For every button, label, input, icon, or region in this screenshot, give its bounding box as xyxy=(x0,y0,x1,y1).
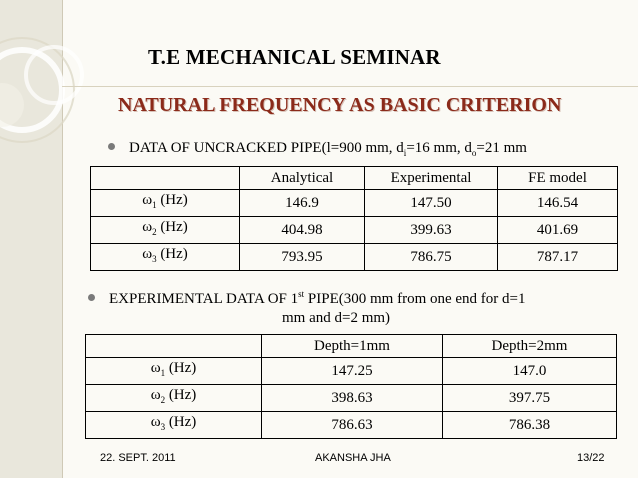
bullet-dot-icon xyxy=(108,143,115,150)
table-header-cell: Depth=1mm xyxy=(262,335,443,358)
table-cell: 404.98 xyxy=(240,217,365,244)
table-row xyxy=(86,385,617,412)
omega-subscript: 3 xyxy=(160,422,166,432)
bullet-uncracked-pipe xyxy=(108,140,527,158)
omega-symbol: ω xyxy=(150,414,161,430)
table-row xyxy=(91,244,618,271)
row-label-cell xyxy=(91,190,240,217)
omega-subscript: 1 xyxy=(152,200,157,210)
table-cell: 793.95 xyxy=(240,244,365,271)
table-header-cell: Depth=2mm xyxy=(443,335,617,358)
bullet2-text-b: PIPE(300 mm from one end for d=1 xyxy=(304,291,526,307)
table-row xyxy=(86,412,617,439)
table-header-cell: FE model xyxy=(498,167,618,190)
footer-author: AKANSHA JHA xyxy=(315,452,391,464)
bullet2-line2: mm and d=2 mm) xyxy=(282,310,391,326)
omega-symbol: ω xyxy=(142,192,153,208)
row-label-cell xyxy=(86,412,262,439)
table-header-row xyxy=(91,167,618,190)
unit-label: (Hz) xyxy=(165,387,197,403)
table-cell: 786.75 xyxy=(365,244,498,271)
omega-symbol: ω xyxy=(142,219,153,235)
bullet2-text-a: EXPERIMENTAL DATA OF 1 xyxy=(109,291,299,307)
bullet1-sub-i: i xyxy=(403,148,407,158)
omega-subscript: 1 xyxy=(160,368,166,378)
table-cell: 146.9 xyxy=(240,190,365,217)
unit-label: (Hz) xyxy=(165,414,197,430)
table-cell: 147.50 xyxy=(365,190,498,217)
slide-subtitle: NATURAL FREQUENCY AS BASIC CRITERION xyxy=(118,94,562,116)
table-cell: 401.69 xyxy=(498,217,618,244)
slide-title: T.E MECHANICAL SEMINAR xyxy=(148,45,441,69)
unit-label: (Hz) xyxy=(156,246,188,262)
omega-symbol: ω xyxy=(150,387,161,403)
table-cell: 147.0 xyxy=(443,358,617,385)
header-rule xyxy=(62,86,638,87)
table-cell: 146.54 xyxy=(498,190,618,217)
unit-label: (Hz) xyxy=(156,219,188,235)
table-cell: 786.38 xyxy=(443,412,617,439)
table-row xyxy=(91,190,618,217)
bullet-dot-icon xyxy=(88,294,95,301)
row-label-cell xyxy=(91,244,240,271)
experimental-data-table xyxy=(85,334,617,439)
row-label-cell xyxy=(86,385,262,412)
table-header-cell xyxy=(86,335,262,358)
table-cell: 397.75 xyxy=(443,385,617,412)
row-label-cell xyxy=(86,358,262,385)
table-cell: 399.63 xyxy=(365,217,498,244)
footer-date: 22. SEPT. 2011 xyxy=(100,452,176,464)
omega-symbol: ω xyxy=(150,360,161,376)
omega-subscript: 2 xyxy=(152,227,157,237)
table-header-cell: Experimental xyxy=(365,167,498,190)
unit-label: (Hz) xyxy=(165,360,197,376)
omega-subscript: 2 xyxy=(160,395,166,405)
footer-page-number: 13/22 xyxy=(577,452,605,464)
table-cell: 787.17 xyxy=(498,244,618,271)
table-cell: 147.25 xyxy=(262,358,443,385)
left-decorative-band xyxy=(0,0,62,478)
bullet1-text-b: =16 mm, d xyxy=(406,140,472,156)
table-header-row xyxy=(86,335,617,358)
bullet1-text-c: =21 mm xyxy=(476,140,527,156)
omega-subscript: 3 xyxy=(152,254,157,264)
table-cell: 786.63 xyxy=(262,412,443,439)
table-row xyxy=(91,217,618,244)
left-band-divider xyxy=(62,0,63,478)
bullet1-text-a: DATA OF UNCRACKED PIPE(l=900 mm, d xyxy=(129,140,404,156)
unit-label: (Hz) xyxy=(156,192,188,208)
table-row xyxy=(86,358,617,385)
table-header-cell: Analytical xyxy=(240,167,365,190)
bullet1-sub-o: o xyxy=(471,148,477,158)
table-cell: 398.63 xyxy=(262,385,443,412)
table-header-cell xyxy=(91,167,240,190)
row-label-cell xyxy=(91,217,240,244)
uncracked-pipe-table xyxy=(90,166,618,271)
bullet-experimental-data xyxy=(88,289,526,308)
omega-symbol: ω xyxy=(142,246,153,262)
bullet2-sup: st xyxy=(298,289,305,299)
